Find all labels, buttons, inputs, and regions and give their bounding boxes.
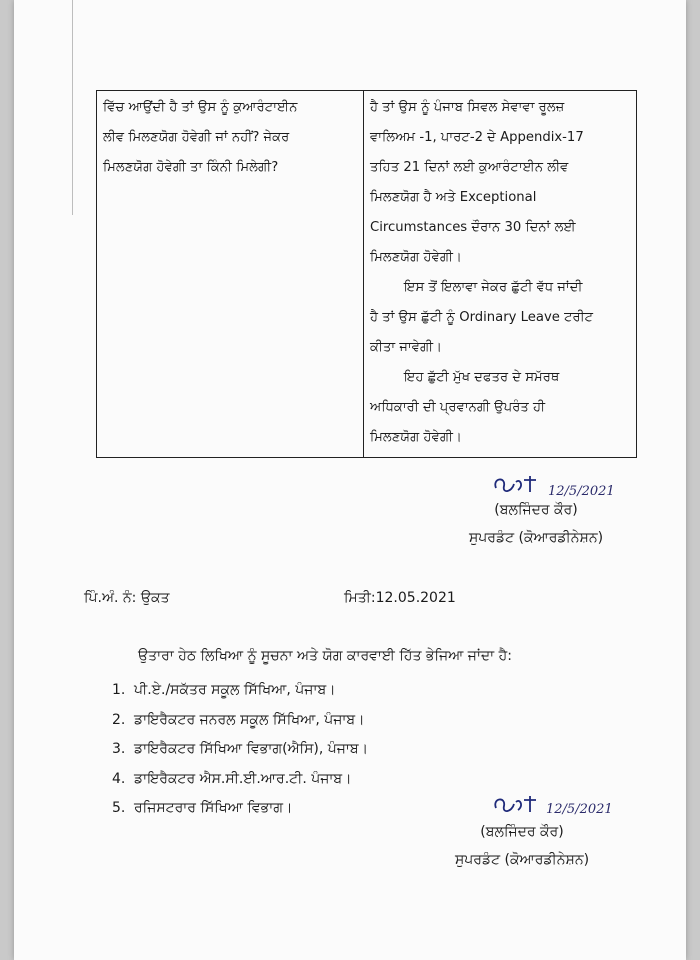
qa-table [96,90,637,458]
signature-block [432,794,612,874]
list-item: 4. ਡਾਇਰੈਕਟਰ ਐਸ.ਸੀ.ਈ.ਆਰ.ਟੀ. ਪੰਜਾਬ। [112,770,352,787]
endorsement-number: ਪਿੰ.ਅੰ. ਨੰ: ਉਕਤ [84,590,170,606]
table-row [97,91,637,458]
signatory-name: (ਬਲਜਿੰਦਰ ਕੌਰ) [480,824,564,840]
answer-line: ਹੈ ਤਾਂ ਉਸ ਛੁੱਟੀ ਨੂੰ Ordinary Leave ਟਰੀਟ [370,310,594,325]
endorsement-date: ਮਿਤੀ:12.05.2021 [344,590,456,606]
answer-line: ਮਿਲਣਯੋਗ ਹੋਵੇਗੀ। [370,430,462,445]
signature-date: 12/5/2021 [548,484,615,499]
answer-line: ਹੈ ਤਾਂ ਉਸ ਨੂੰ ਪੰਜਾਬ ਸਿਵਲ ਸੇਵਾਵਾ ਰੂਲਜ਼ [370,100,565,115]
answer-line: ਕੀਤਾ ਜਾਵੇਗੀ। [370,340,443,355]
signature-scribble [490,472,550,498]
signatory-designation: ਸੁਪਰਡੰਟ (ਕੋਆਰਡੀਨੇਸ਼ਨ) [454,852,590,868]
list-item: 3. ਡਾਇਰੈਕਟਰ ਸਿੱਖਿਆ ਵਿਭਾਗ(ਐਸਿ), ਪੰਜਾਬ। [112,741,369,757]
signature-mark [446,472,626,499]
question-line: ਵਿੱਚ ਆਉਂਦੀ ਹੈ ਤਾਂ ਉਸ ਨੂੰ ਕੁਆਰੰਟਾਈਨ [103,100,298,115]
signature-mark [432,794,612,818]
answer-line: Circumstances ਦੌਰਾਨ 30 ਦਿਨਾਂ ਲਈ [370,220,576,235]
signature-scribble [490,792,550,818]
list-item: 5. ਰਜਿਸਟਰਾਰ ਸਿੱਖਿਆ ਵਿਭਾਗ। [112,800,293,816]
document-page [14,0,686,960]
recipient-list [112,676,368,824]
answer-line: ਵਾਲਿਅਮ -1, ਪਾਰਟ-2 ਦੇ Appendix-17 [370,130,584,145]
question-cell [97,91,364,458]
signatory-name: (ਬਲਜਿੰਦਰ ਕੌਰ) [494,502,578,518]
signature-date: 12/5/2021 [546,802,613,817]
answer-line: ਮਿਲਣਯੋਗ ਹੋਵੇਗੀ। [370,250,462,265]
margin-rule [72,0,73,215]
copy-intro: ਉਤਾਰਾ ਹੇਠ ਲਿਖਿਆ ਨੂੰ ਸੂਚਨਾ ਅਤੇ ਯੋਗ ਕਾਰਵਾਈ ਹਿੱਤ ਭੇਜਿਆ ਜਾਂਦਾ ਹੈ: [138,648,512,664]
answer-cell [364,91,637,458]
question-line: ਮਿਲਣਯੋਗ ਹੋਵੇਗੀ ਤਾ ਕਿੰਨੀ ਮਿਲੇਗੀ? [103,160,279,175]
answer-line: ਇਸ ਤੋਂ ਇਲਾਵਾ ਜੇਕਰ ਛੁੱਟੀ ਵੱਧ ਜਾਂਦੀ [404,280,583,295]
list-item: 2. ਡਾਇਰੈਕਟਰ ਜਨਰਲ ਸਕੂਲ ਸਿੱਖਿਆ, ਪੰਜਾਬ। [112,711,365,728]
list-item: 1. ਪੀ.ਏ./ਸਕੱਤਰ ਸਕੂਲ ਸਿੱਖਿਆ, ਪੰਜਾਬ। [112,682,336,698]
answer-line: ਮਿਲਣਯੋਗ ਹੈ ਅਤੇ Exceptional [370,190,537,205]
answer-line: ਅਧਿਕਾਰੀ ਦੀ ਪ੍ਰਵਾਨਗੀ ਉਪਰੰਤ ਹੀ [370,400,546,415]
signatory-designation: ਸੁਪਰਡੰਟ (ਕੋਆਰਡੀਨੇਸ਼ਨ) [468,530,604,546]
answer-line: ਇਹ ਛੁੱਟੀ ਮੁੱਖ ਦਫਤਰ ਦੇ ਸਮੱਰਥ [404,370,560,385]
answer-line: ਤਹਿਤ 21 ਦਿਨਾਂ ਲਈ ਕੁਆਰੰਟਾਈਨ ਲੀਵ [370,160,569,175]
question-line: ਲੀਵ ਮਿਲਣਯੋਗ ਹੋਵੇਗੀ ਜਾਂ ਨਹੀਂ? ਜੇਕਰ [103,130,290,145]
signature-block [446,472,626,552]
